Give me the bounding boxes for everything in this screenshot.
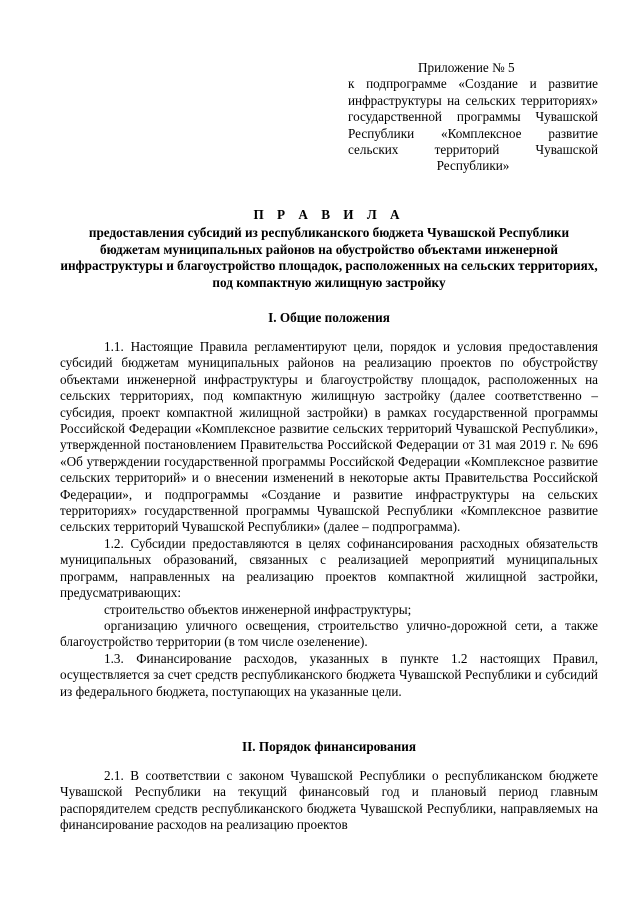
- appendix-text: к подпрограмме «Создание и развитие инфраструктуры на сельских территориях» государственной программы Чувашской Республики «Комплексное развитие сельских территорий Чувашской: [348, 76, 598, 158]
- section-1-body: [60, 339, 598, 700]
- list-item: строительство объектов инженерной инфраструктуры;: [104, 601, 412, 617]
- section-2-heading: II. Порядок финансирования: [242, 739, 416, 754]
- appendix-text-last: Республики»: [436, 158, 510, 174]
- paragraph: 1.2. Субсидии предоставляются в целях софинансирования расходных обязательств муниципальных образований, связанных с реализацией мероприятий муниципальных программ, направленных на реализацию проектов компактной жилищной застройки, предусматривающих:: [60, 535, 598, 601]
- section-2-body: [60, 768, 598, 834]
- title-subtitle: предоставления субсидий из республиканского бюджета Чувашской Республики бюджетам муниципальных районов на обустройство объектами инженерной инфраструктуры и благоустройство площадок, расположенных на сельских территориях, под компактную жилищную застройку: [60, 225, 598, 290]
- section-1-heading: I. Общие положения: [268, 310, 390, 325]
- appendix-note: [348, 60, 598, 175]
- paragraph: 2.1. В соответствии с законом Чувашской Республики о республиканском бюджете Чувашской Республики на текущий финансовый год и плановый период главным распорядителем средств республиканского бюджета Чувашской Республики, направляемых на финансирование расходов на реализацию проектов: [60, 768, 598, 833]
- appendix-number: Приложение № 5: [418, 60, 515, 75]
- paragraph: 1.1. Настоящие Правила регламентируют цели, порядок и условия предоставления субсидий бюджетам муниципальных районов на реализацию проектов по обустройству объектами инженерной инфраструктуры и благоустройству площадок, расположенных на сельских территориях, под компактную жилищную застройку (далее соответственно – субсидия, проект компактной жилищной застройки) в рамках государственной программы Российской Федерации «Комплексное развитие сельских территорий Чувашской Республики», утвержденной постановлением Правительства Российской Федерации от 31 мая 2019 г. № 696 «Об утверждении государственной программы Российской Федерации «Комплексное развитие сельских территорий» и о внесении изменений в некоторые акты Правительства Российской Федерации», и подпрограммы «Создание и развитие инфраструктуры на сельских территориях» государственной программы Чувашской Республики «Комплексное развитие сельских территорий Чувашской Республики» (далее – подпрограмма).: [60, 339, 598, 535]
- document-title: [60, 207, 598, 291]
- list-item: организацию уличного освещения, строительство улично-дорожной сети, а также благоустройство территории (в том числе озеленение).: [60, 617, 598, 650]
- title-heading: П Р А В И Л А: [253, 207, 405, 222]
- paragraph: 1.3. Финансирование расходов, указанных в пункте 1.2 настоящих Правил, осуществляется за счет средств республиканского бюджета Чувашской Республики и субсидий из федерального бюджета, поступающих на указанные цели.: [60, 650, 598, 699]
